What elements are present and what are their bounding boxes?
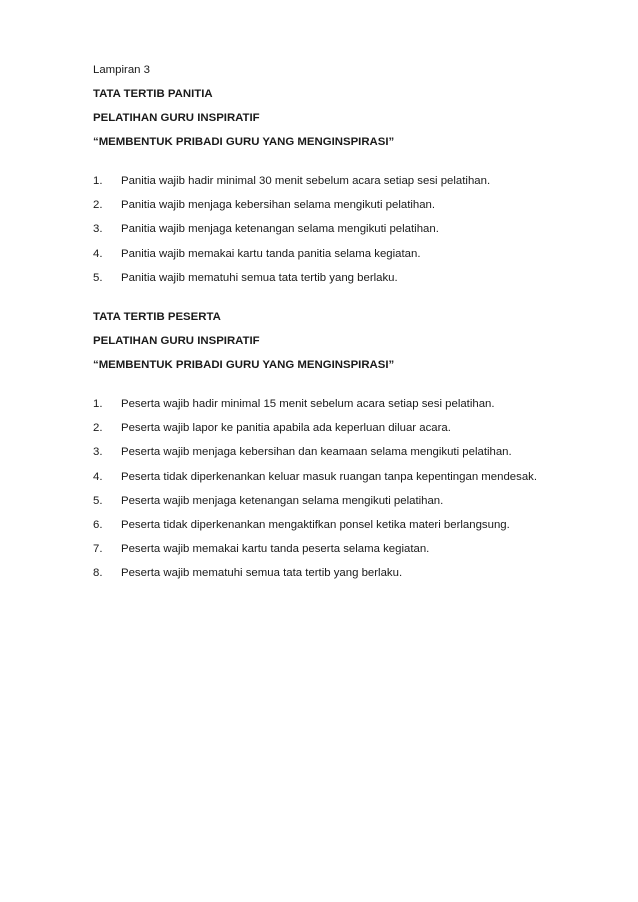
- rule-number: 4.: [93, 247, 103, 260]
- rule-number: 2.: [93, 199, 103, 212]
- spacer: [93, 158, 573, 173]
- rule-number: 6.: [93, 518, 103, 531]
- rule-text: Peserta wajib menjaga kebersihan dan keamaan selama mengikuti pelatihan.: [121, 446, 512, 459]
- participant-rule: [93, 396, 573, 413]
- committee-rule: [93, 246, 573, 263]
- participant-rule: [93, 469, 573, 486]
- participant-rule: [93, 420, 573, 437]
- rule-number: 8.: [93, 567, 103, 580]
- rule-text: Panitia wajib mematuhi semua tata tertib yang berlaku.: [121, 271, 398, 284]
- rule-number: 1.: [93, 175, 103, 187]
- rule-text: Peserta tidak diperkenankan mengaktifkan ponsel ketika materi berlangsung.: [121, 518, 510, 531]
- rule-number: 3.: [93, 446, 103, 459]
- participant-rule: [93, 517, 573, 534]
- rule-text: Panitia wajib menjaga kebersihan selama mengikuti pelatihan.: [121, 199, 436, 212]
- committee-rules-list: [93, 173, 573, 287]
- committee-rule: [93, 173, 573, 190]
- rule-text: Peserta tidak diperkenankan keluar masuk ruangan tanpa kepentingan mendesak.: [121, 470, 538, 483]
- committee-theme: “MEMBENTUK PRIBADI GURU YANG MENGINSPIRASI”: [93, 136, 395, 148]
- committee-rule: [93, 221, 573, 238]
- participant-rule: [93, 565, 573, 582]
- participant-rule: [93, 541, 573, 558]
- participants-subheading: PELATIHAN GURU INSPIRATIF: [93, 334, 260, 347]
- rule-text: Panitia wajib hadir minimal 30 menit sebelum acara setiap sesi pelatihan.: [121, 175, 491, 187]
- committee-heading: TATA TERTIB PANITIA: [93, 88, 213, 100]
- participants-heading: TATA TERTIB PESERTA: [93, 310, 221, 323]
- rule-text: Peserta wajib mematuhi semua tata tertib yang berlaku.: [121, 567, 403, 580]
- spacer: [93, 294, 573, 309]
- rule-text: Peserta wajib hadir minimal 15 menit sebelum acara setiap sesi pelatihan.: [121, 397, 495, 410]
- spacer: [93, 381, 573, 396]
- rule-number: 7.: [93, 543, 103, 556]
- rule-number: 4.: [93, 470, 103, 483]
- rule-number: 2.: [93, 422, 103, 435]
- attachment-label: Lampiran 3: [93, 64, 150, 76]
- rule-number: 3.: [93, 223, 103, 236]
- rule-number: 5.: [93, 494, 103, 507]
- committee-rule: [93, 270, 573, 287]
- participant-rule: [93, 444, 573, 461]
- participant-rule: [93, 493, 573, 510]
- committee-subheading: PELATIHAN GURU INSPIRATIF: [93, 112, 260, 124]
- rule-text: Peserta wajib memakai kartu tanda peserta selama kegiatan.: [121, 543, 430, 556]
- rule-text: Panitia wajib memakai kartu tanda panitia selama kegiatan.: [121, 247, 421, 260]
- participants-theme: “MEMBENTUK PRIBADI GURU YANG MENGINSPIRASI”: [93, 358, 395, 371]
- document-body: [93, 62, 573, 589]
- rule-text: Peserta wajib menjaga ketenangan selama mengikuti pelatihan.: [121, 494, 444, 507]
- rule-number: 5.: [93, 271, 103, 284]
- rule-text: Panitia wajib menjaga ketenangan selama mengikuti pelatihan.: [121, 223, 439, 236]
- participants-rules-list: [93, 396, 573, 582]
- rule-number: 1.: [93, 397, 103, 410]
- rule-text: Peserta wajib lapor ke panitia apabila ada keperluan diluar acara.: [121, 422, 451, 435]
- committee-rule: [93, 197, 573, 214]
